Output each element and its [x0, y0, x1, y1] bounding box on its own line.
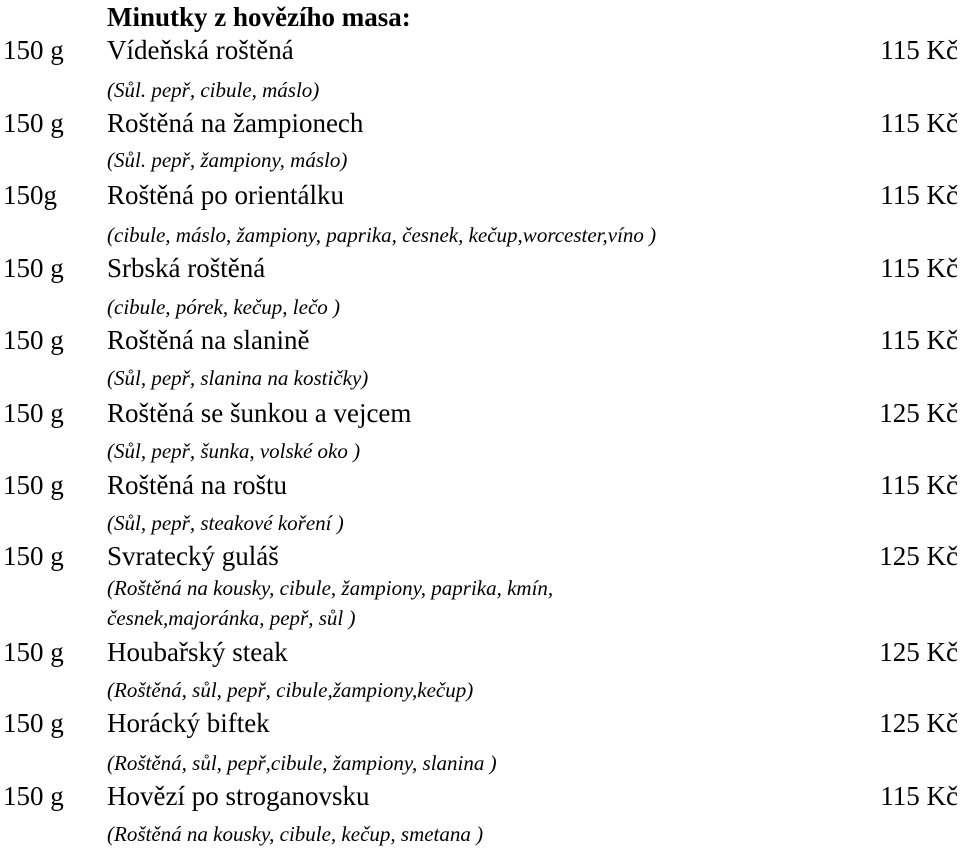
item-name: Hovězí po stroganovsku — [107, 781, 370, 811]
menu-item — [0, 323, 960, 357]
item-price: 115 Kč — [880, 781, 958, 811]
item-description: (cibule, máslo, žampiony, paprika, česnek, kečup,worcester,víno ) — [107, 223, 657, 247]
item-name: Svratecký guláš — [107, 541, 279, 571]
item-description: (Sůl, pepř, šunka, volské oko ) — [107, 439, 361, 463]
item-price: 115 Kč — [880, 470, 958, 500]
menu-item — [0, 706, 960, 740]
item-name: Srbská roštěná — [107, 253, 266, 283]
menu-item — [0, 539, 960, 573]
menu-item — [0, 396, 960, 430]
menu-item — [0, 106, 960, 140]
item-price: 115 Kč — [880, 35, 958, 65]
item-weight: 150 g — [3, 35, 64, 65]
item-description: (Roštěná na kousky, cibule, žampiony, paprika, kmín, — [107, 576, 554, 600]
item-price: 125 Kč — [879, 398, 958, 428]
item-weight: 150 g — [3, 108, 64, 138]
item-name: Horácký biftek — [107, 708, 270, 738]
item-name: Vídeňská roštěná — [107, 35, 294, 65]
item-name: Roštěná na žampionech — [107, 108, 364, 138]
item-description: (Sůl. pepř, cibule, máslo) — [107, 78, 320, 102]
item-price: 115 Kč — [880, 253, 958, 283]
item-price: 115 Kč — [880, 180, 958, 210]
item-description: (Roštěná na kousky, cibule, kečup, smetana ) — [107, 822, 484, 846]
item-price: 125 Kč — [879, 541, 958, 571]
item-weight: 150 g — [3, 398, 64, 428]
item-weight: 150 g — [3, 637, 64, 667]
menu-item — [0, 779, 960, 813]
item-description: česnek,majoránka, pepř, sůl ) — [107, 606, 356, 630]
menu-item — [0, 468, 960, 502]
item-weight: 150 g — [3, 781, 64, 811]
item-description: (Sůl. pepř, žampiony, máslo) — [107, 148, 348, 172]
item-description: (cibule, pórek, kečup, lečo ) — [107, 295, 341, 319]
menu-item — [0, 178, 960, 212]
item-description: (Sůl, pepř, slanina na kostičky) — [107, 366, 369, 390]
item-weight: 150g — [3, 180, 57, 210]
item-description: (Sůl, pepř, steakové koření ) — [107, 511, 344, 535]
menu-item — [0, 635, 960, 669]
item-name: Houbařský steak — [107, 637, 288, 667]
item-price: 115 Kč — [880, 108, 958, 138]
item-price: 115 Kč — [880, 325, 958, 355]
section-title: Minutky z hovězího masa: — [107, 2, 411, 32]
item-price: 125 Kč — [879, 637, 958, 667]
item-name: Roštěná na slanině — [107, 325, 310, 355]
menu-item — [0, 251, 960, 285]
item-price: 125 Kč — [879, 708, 958, 738]
item-weight: 150 g — [3, 253, 64, 283]
item-name: Roštěná se šunkou a vejcem — [107, 398, 412, 428]
item-weight: 150 g — [3, 541, 64, 571]
item-weight: 150 g — [3, 470, 64, 500]
item-weight: 150 g — [3, 708, 64, 738]
item-description: (Roštěná, sůl, pepř, cibule,žampiony,kečup) — [107, 678, 474, 702]
item-description: (Roštěná, sůl, pepř,cibule, žampiony, slanina ) — [107, 751, 497, 775]
item-weight: 150 g — [3, 325, 64, 355]
item-name: Roštěná po orientálku — [107, 180, 344, 210]
item-name: Roštěná na roštu — [107, 470, 287, 500]
menu-item — [0, 33, 960, 67]
